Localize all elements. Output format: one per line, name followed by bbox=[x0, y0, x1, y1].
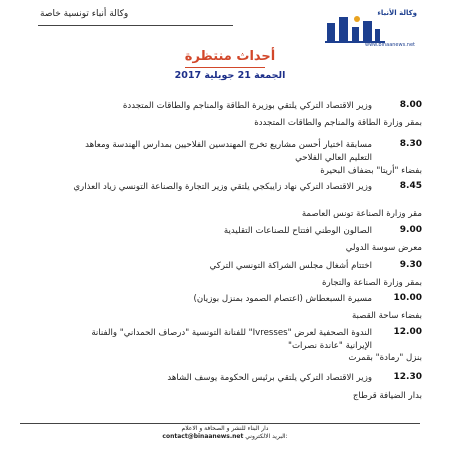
event-title: الصالون الوطني افتتاح للصناعات التقليدية bbox=[223, 226, 372, 236]
agency-logo bbox=[317, 9, 417, 49]
event-time: 9.30 bbox=[399, 260, 422, 270]
event-location: بمقر وزارة الطاقة والمناجم والطاقات المتجددة bbox=[254, 118, 422, 128]
event-time: 8.00 bbox=[399, 100, 422, 110]
event-title: اختتام أشغال مجلس الشراكة التونسي التركي bbox=[209, 261, 372, 271]
event-location: بفضاء ساحة القصبة bbox=[351, 311, 422, 321]
event-title: وزير الاقتصاد التركي يلتقي بوزيرة الطاقة والمناجم والطاقات المتجددة bbox=[122, 101, 372, 111]
page-date: الجمعة 21 جويلية 2017 bbox=[174, 70, 286, 81]
event-location: بفضاء "أريتا" بضفاف البحيرة bbox=[320, 166, 422, 176]
logo-label: وكالة الأنباء bbox=[377, 9, 417, 17]
footer-email-label: البريد الالكتروني: bbox=[245, 433, 288, 440]
event-location: بمقر وزارة الصناعة والتجارة bbox=[322, 278, 422, 288]
footer-email[interactable]: contact@binaanews.net bbox=[162, 433, 244, 440]
event-time: 12.00 bbox=[393, 327, 422, 337]
event-location: معرض سوسة الدولي bbox=[345, 243, 422, 253]
footer-divider bbox=[20, 423, 420, 424]
event-title: الندوة الصحفية لعرض "Ivresses" للفنانة التونسية "درصاف الحمداني" والفنانة الإيرانية "عاندة نصرات" bbox=[91, 328, 372, 351]
event-time: 12.30 bbox=[393, 372, 422, 382]
event-title: مسابقة اختيار أحسن مشاريع تخرج المهندسين الفلاحيين بمدارس الهندسة ومعاهد التعليم العالي الفلاحي bbox=[85, 140, 372, 163]
event-time: 8.45 bbox=[399, 181, 422, 191]
agency-name: وكالة أنباء تونسية خاصة bbox=[40, 9, 129, 19]
event-title: وزير الاقتصاد التركي يلتقي برئيس الحكومة يوسف الشاهد bbox=[167, 373, 372, 383]
event-time: 10.00 bbox=[393, 293, 422, 303]
event-location: بنزل "رمادة" بقمرت bbox=[348, 353, 422, 363]
event-time: 9.00 bbox=[399, 225, 422, 235]
event-title: مسيرة السبعطاش (اعتصام الصمود بمنزل بوزيان) bbox=[193, 294, 372, 304]
title-underline bbox=[185, 67, 265, 68]
footer-publisher: دار البناء للنشر و الصحافة و الاعلام bbox=[181, 425, 269, 432]
logo-website: www.binaanews.net bbox=[365, 42, 415, 48]
header-divider bbox=[38, 25, 233, 26]
footer-contact bbox=[150, 433, 300, 440]
event-location: بدار الضيافة قرطاج bbox=[352, 391, 422, 401]
event-title: وزير الاقتصاد التركي نهاد زايبكجي يلتقي وزير التجارة والصناعة التونسي زياد العذاري bbox=[73, 182, 372, 192]
page-title: أحداث منتظرة bbox=[184, 49, 276, 64]
event-time: 8.30 bbox=[399, 139, 422, 149]
event-location: مقر وزارة الصناعة تونس العاصمة bbox=[301, 209, 422, 219]
